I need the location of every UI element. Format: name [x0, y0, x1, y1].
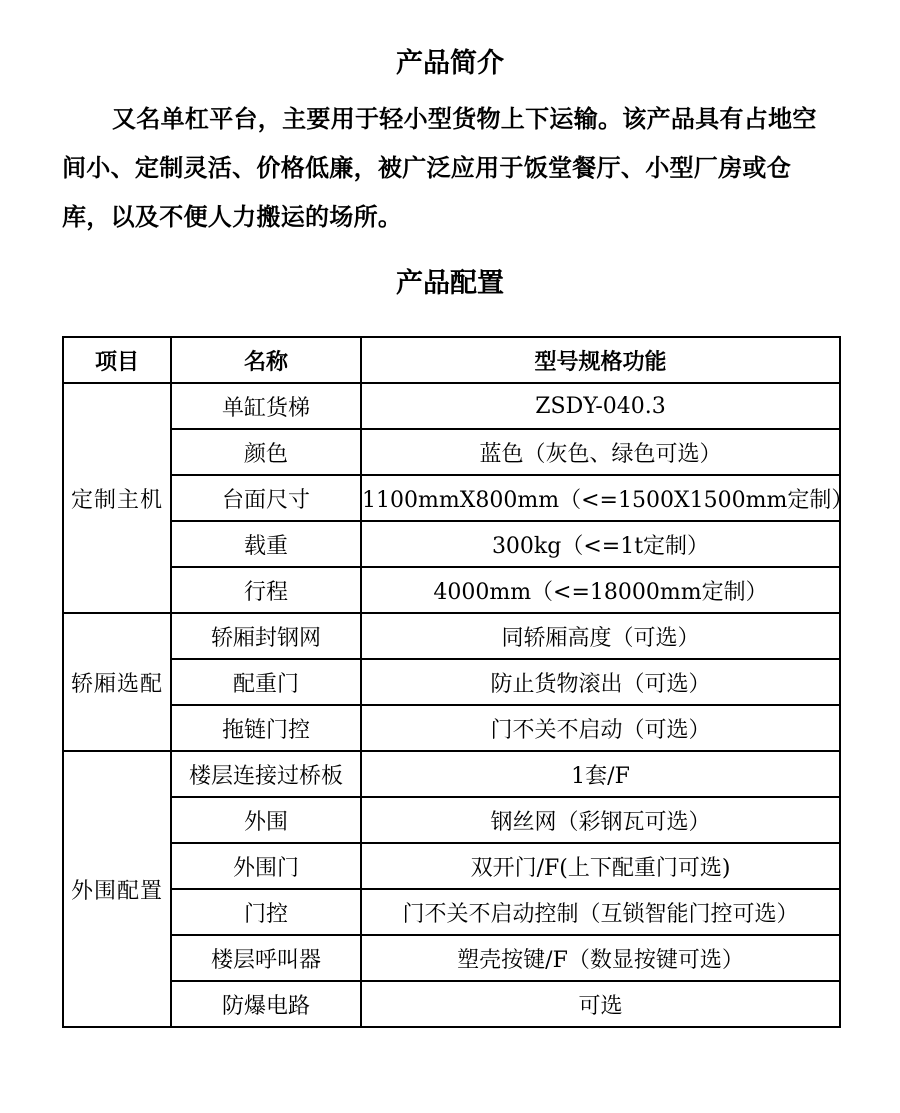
row-name: 门控: [171, 889, 361, 935]
row-spec: 蓝色（灰色、绿色可选）: [361, 429, 840, 475]
table-row: [63, 521, 840, 567]
row-spec: 双开门/F(上下配重门可选): [361, 843, 840, 889]
table-row: [63, 843, 840, 889]
row-spec: 防止货物滚出（可选）: [361, 659, 840, 705]
row-name: 拖链门控: [171, 705, 361, 751]
config-table: [62, 336, 854, 1028]
row-name: 外围门: [171, 843, 361, 889]
table-header-row: [63, 337, 840, 383]
row-spec: 1套/F: [361, 751, 840, 797]
row-name: 单缸货梯: [171, 383, 361, 429]
header-name: 名称: [171, 337, 361, 383]
table-row: [63, 429, 840, 475]
row-spec: 1100mmX800mm（<=1500X1500mm定制）: [361, 475, 840, 521]
row-name: 台面尺寸: [171, 475, 361, 521]
row-spec: 同轿厢高度（可选）: [361, 613, 840, 659]
intro-paragraph: 又名单杠平台，主要用于轻小型货物上下运输。该产品具有占地空间小、定制灵活、价格低廉，被广泛应用于饭堂餐厅、小型厂房或仓库，以及不便人力搬运的场所。: [62, 105, 817, 231]
table-row: [63, 889, 840, 935]
group-label-periphery: 外围配置: [63, 751, 171, 1027]
row-name: 颜色: [171, 429, 361, 475]
row-spec: 可选: [361, 981, 840, 1027]
table-row: [63, 797, 840, 843]
config-title: 产品配置: [396, 268, 504, 299]
header-item: 项目: [63, 337, 171, 383]
table-row: [63, 659, 840, 705]
table-row: [63, 705, 840, 751]
row-name: 防爆电路: [171, 981, 361, 1027]
group-label-host: 定制主机: [63, 383, 171, 613]
table-row: [63, 981, 840, 1027]
row-name: 外围: [171, 797, 361, 843]
table-row: [63, 613, 840, 659]
table-row: [63, 475, 840, 521]
row-name: 轿厢封钢网: [171, 613, 361, 659]
row-spec: 门不关不启动（可选）: [361, 705, 840, 751]
header-spec: 型号规格功能: [361, 337, 840, 383]
table-row: [63, 383, 840, 429]
table-row: [63, 567, 840, 613]
row-name: 楼层呼叫器: [171, 935, 361, 981]
row-spec: 4000mm（<=18000mm定制）: [361, 567, 840, 613]
row-name: 配重门: [171, 659, 361, 705]
row-name: 行程: [171, 567, 361, 613]
row-spec: ZSDY-040.3: [361, 383, 840, 429]
table-row: [63, 935, 840, 981]
group-label-car: 轿厢选配: [63, 613, 171, 751]
row-name: 载重: [171, 521, 361, 567]
row-spec: 300kg（<=1t定制）: [361, 521, 840, 567]
table-row: [63, 751, 840, 797]
intro-title: 产品简介: [396, 48, 504, 79]
row-name: 楼层连接过桥板: [171, 751, 361, 797]
row-spec: 塑壳按键/F（数显按键可选）: [361, 935, 840, 981]
row-spec: 门不关不启动控制（互锁智能门控可选）: [361, 889, 840, 935]
row-spec: 钢丝网（彩钢瓦可选）: [361, 797, 840, 843]
